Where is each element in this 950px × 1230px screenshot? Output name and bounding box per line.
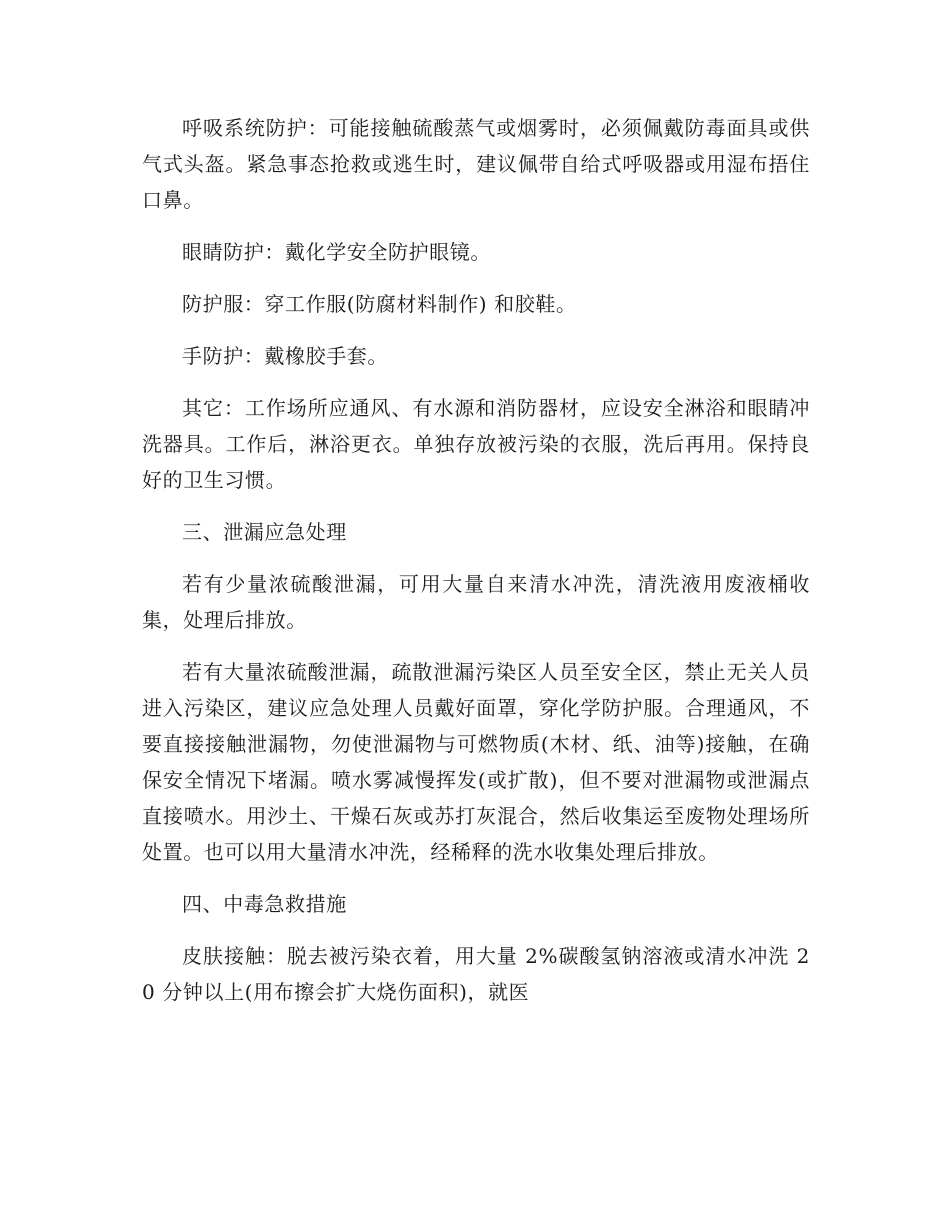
paragraph-respiratory-protection: 呼吸系统防护：可能接触硫酸蒸气或烟雾时，必须佩戴防毒面具或供气式头盔。紧急事态抢救或逃生时，建议佩带自给式呼吸器或用湿布捂住口鼻。	[142, 116, 810, 212]
paragraph-protective-clothing: 防护服：穿工作服(防腐材料制作) 和胶鞋。	[182, 292, 577, 316]
paragraph-hand-protection: 手防护：戴橡胶手套。	[182, 344, 388, 368]
paragraph-skin-contact: 皮肤接触：脱去被污染衣着，用大量 2%碳酸氢钠溶液或清水冲洗 20 分钟以上(用布擦会扩大烧伤面积)，就医	[142, 944, 810, 1004]
paragraph-other-measures: 其它：工作场所应通风、有水源和消防器材，应设安全淋浴和眼睛冲洗器具。工作后，淋浴更衣。单独存放被污染的衣服，洗后再用。保持良好的卫生习惯。	[142, 396, 810, 492]
section-heading-leak-response: 三、泄漏应急处理	[182, 520, 347, 544]
paragraph-eye-protection: 眼睛防护：戴化学安全防护眼镜。	[182, 240, 491, 264]
document-body	[142, 110, 810, 1026]
paragraph-small-leak: 若有少量浓硫酸泄漏，可用大量自来清水冲洗，清洗液用废液桶收集，处理后排放。	[142, 572, 810, 632]
paragraph-large-leak: 若有大量浓硫酸泄漏，疏散泄漏污染区人员至安全区，禁止无关人员进入污染区，建议应急处理人员戴好面罩，穿化学防护服。合理通风，不要直接接触泄漏物，勿使泄漏物与可燃物质(木材、纸、油等)接触，在确保安全情况下堵漏。喷水雾减慢挥发(或扩散)，但不要对泄漏物或泄漏点直接喷水。用沙土、干燥石灰或苏打灰混合，然后收集运至废物处理场所处置。也可以用大量清水冲洗，经稀释的洗水收集处理后排放。	[142, 660, 810, 864]
section-heading-first-aid: 四、中毒急救措施	[182, 892, 347, 916]
